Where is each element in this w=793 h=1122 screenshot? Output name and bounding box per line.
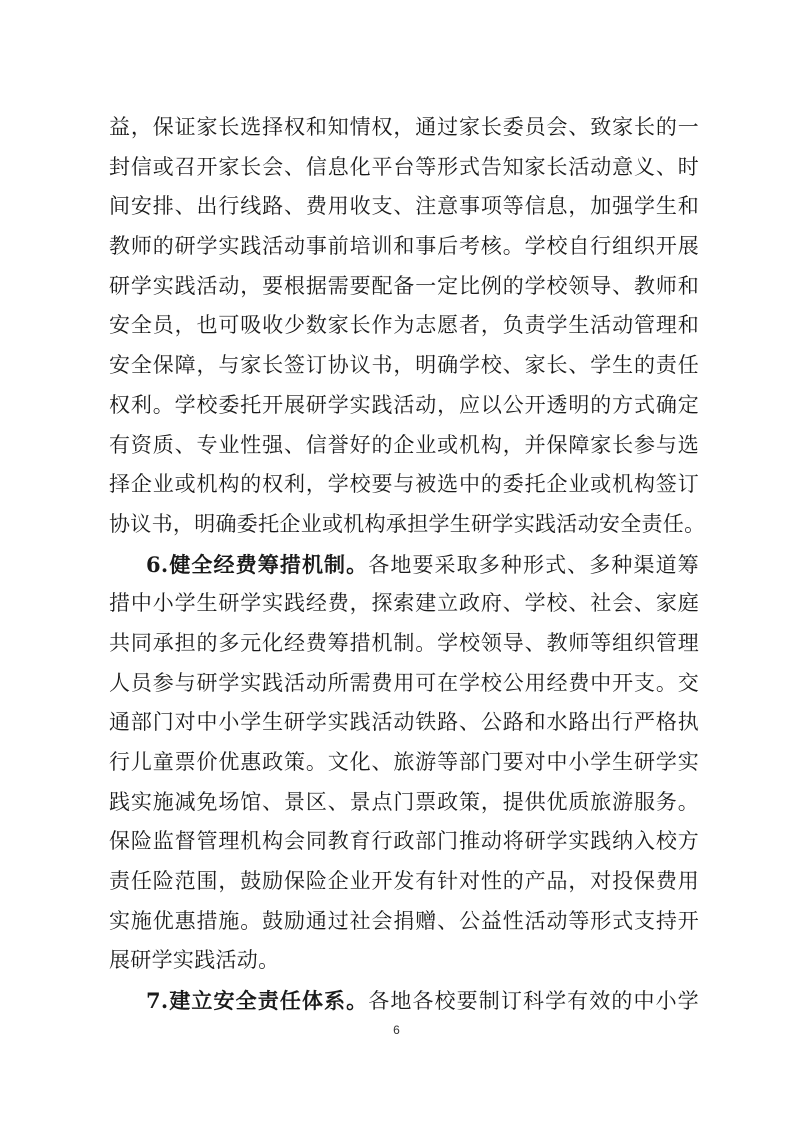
section-6-first-line (109, 545, 699, 585)
text-line: 共同承担的多元化经费筹措机制。学校领导、教师等组织管理 (109, 630, 699, 655)
text-line: 协议书，明确委托企业或机构承担学生研学实践活动安全责任。 (109, 511, 706, 536)
text-line: 保险监督管理机构会同教育行政部门推动将研学实践纳入校方 (109, 829, 699, 854)
text-line: 践实施减免场馆、景区、景点门票政策，提供优质旅游服务。 (109, 789, 699, 814)
text-line: 研学实践活动，要根据需要配备一定比例的学校领导、教师和 (109, 273, 699, 298)
text-line: 责任险范围，鼓励保险企业开发有针对性的产品，对投保费用 (109, 869, 699, 894)
text-line: 权利。学校委托开展研学实践活动，应以公开透明的方式确定 (109, 392, 699, 417)
text-line: 人员参与研学实践活动所需费用可在学校公用经费中开支。交 (109, 670, 699, 695)
section-7-first-line-text: 各地各校要制订科学有效的中小学 (368, 989, 699, 1014)
text-line: 实施优惠措施。鼓励通过社会捐赠、公益性活动等形式支持开 (109, 908, 699, 933)
text-line: 安全保障，与家长签订协议书，明确学校、家长、学生的责任 (109, 353, 699, 378)
page-number: 6 (393, 1023, 400, 1037)
text-line: 行儿童票价优惠政策。文化、旅游等部门要对中小学生研学实 (109, 750, 699, 774)
text-line: 通部门对中小学生研学实践活动铁路、公路和水路出行严格执 (109, 710, 699, 735)
text-line: 封信或召开家长会、信息化平台等形式告知家长活动意义、时 (109, 154, 699, 179)
text-line: 教师的研学实践活动事前培训和事后考核。学校自行组织开展 (109, 234, 699, 259)
text-line: 安全员，也可吸收少数家长作为志愿者，负责学生活动管理和 (109, 313, 699, 338)
text-line: 间安排、出行线路、费用收支、注意事项等信息，加强学生和 (109, 194, 699, 219)
section-6-first-line-text: 各地要采取多种形式、多种渠道筹 (368, 552, 699, 577)
section-6-heading: 6.健全经费筹措机制。 (146, 551, 369, 577)
text-line: 益，保证家长选择权和知情权，通过家长委员会、致家长的一 (109, 115, 699, 139)
body-text (109, 108, 706, 1021)
section-7-first-line (109, 981, 699, 1021)
text-line: 有资质、专业性强、信誉好的企业或机构，并保障家长参与选 (109, 432, 699, 457)
section-7-heading: 7.建立安全责任体系。 (146, 988, 369, 1014)
text-line: 展研学实践活动。 (109, 948, 280, 973)
text-line: 择企业或机构的权利，学校要与被选中的委托企业或机构签订 (109, 472, 699, 497)
text-line: 措中小学生研学实践经费，探索建立政府、学校、社会、家庭 (109, 591, 699, 616)
